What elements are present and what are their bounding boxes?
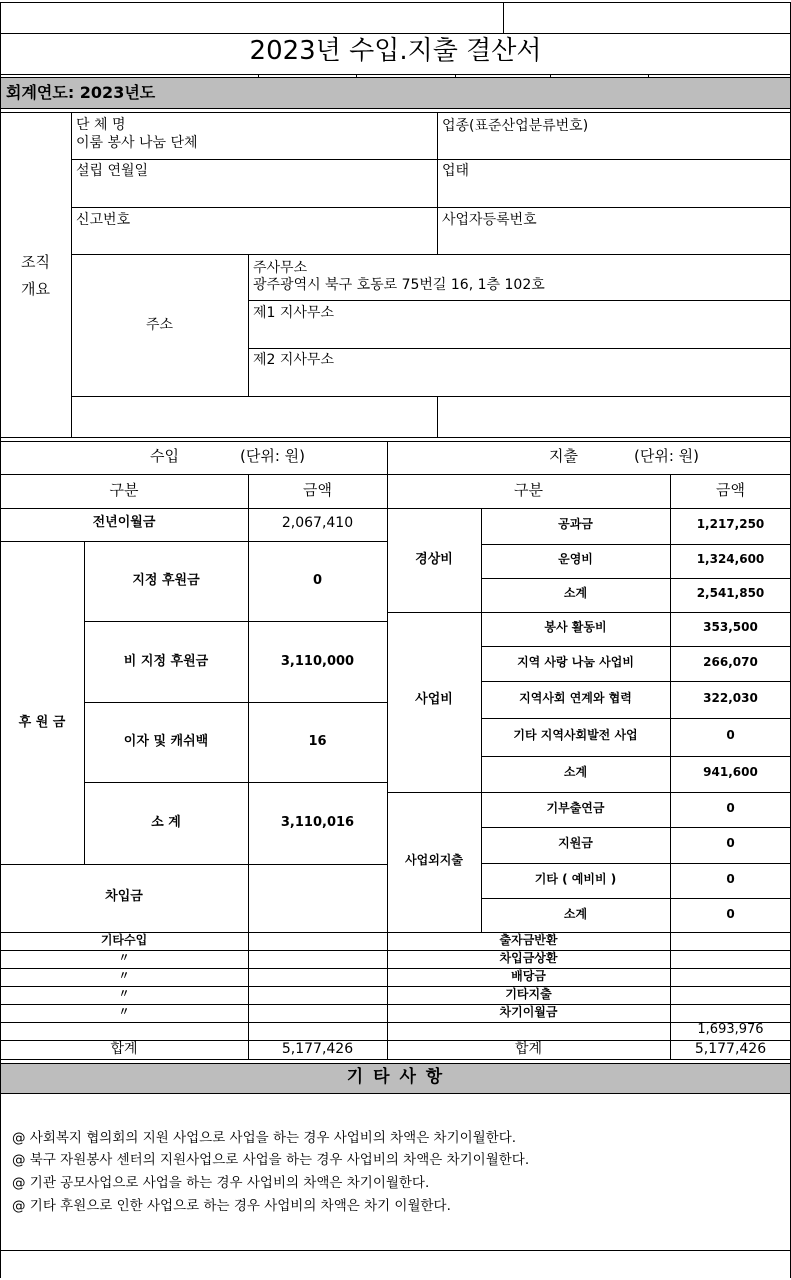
grant-value: 0: [726, 836, 735, 850]
expense-col-category: 구분: [514, 481, 543, 499]
operating-group-label: 경상비: [415, 552, 453, 567]
loan-repay-label: 차입금상환: [499, 951, 558, 965]
income-header: 수입: [150, 447, 179, 465]
other-expense-label: 기타지출: [505, 987, 552, 1001]
report-no-label: 신고번호: [76, 212, 131, 228]
capital-return-label: 출자금반환: [499, 933, 558, 947]
utilities-label: 공과금: [558, 517, 593, 531]
income-col-category: 구분: [109, 481, 139, 499]
page-title: 2023년 수입.지출 결산서: [249, 36, 542, 66]
hq-value: 광주광역시 북구 호동로 75번길 16, 1층 102호: [253, 277, 545, 293]
expense-unit: (단위: 원): [634, 447, 699, 465]
op-subtotal-value: 2,541,850: [696, 586, 765, 600]
interest-value: 16: [308, 734, 327, 749]
ditto-mark: 〃: [118, 951, 130, 964]
ditto-mark: 〃: [118, 969, 130, 982]
operation-value: 1,324,600: [696, 552, 765, 566]
np-subtotal-label: 소계: [563, 907, 588, 921]
note-line: @ 사회복지 협의회의 지원 사업으로 사업을 하는 경우 사업비의 차액은 차기이월한다.: [12, 1130, 517, 1146]
expense-total-label: 합계: [514, 1041, 543, 1057]
income-col-amount: 금액: [303, 481, 332, 499]
income-unit: (단위: 원): [240, 447, 305, 465]
proj-subtotal-label: 소계: [563, 765, 588, 779]
org-section-label-2: 개요: [21, 280, 50, 298]
note-line: @ 기타 후원으로 인한 사업으로 하는 경우 사업비의 차액은 차기 이월한다.: [12, 1198, 451, 1214]
note-line: @ 북구 자원봉사 센터의 지원사업으로 사업을 하는 경우 사업비의 차액은 차기이월한다.: [12, 1152, 530, 1168]
ditto-mark: 〃: [118, 1005, 130, 1018]
volunteer-label: 봉사 활동비: [544, 620, 607, 634]
undesignated-label: 비 지정 후원금: [123, 654, 209, 669]
sharing-label: 지역 사랑 나눔 사업비: [517, 655, 634, 669]
nonproject-group-label: 사업외지출: [405, 853, 463, 867]
note-line: @ 기관 공모사업으로 사업을 하는 경우 사업비의 차액은 차기이월한다.: [12, 1175, 430, 1191]
cooperation-label: 지역사회 연계와 협력: [519, 691, 632, 705]
branch2-label: 제2 지사무소: [253, 352, 334, 368]
donation-contrib-label: 기부출연금: [546, 801, 605, 815]
other-income-label: 기타수입: [100, 933, 148, 947]
sharing-value: 266,070: [703, 655, 758, 669]
donation-group-label: 후 원 금: [18, 715, 66, 730]
donation-contrib-value: 0: [726, 801, 735, 815]
volunteer-value: 353,500: [703, 620, 758, 634]
development-label: 기타 지역사회발전 사업: [513, 728, 638, 742]
expense-col-amount: 금액: [716, 481, 745, 499]
fiscal-year: 회계연도: 2023년도: [6, 83, 156, 102]
expense-header: 지출: [549, 447, 578, 465]
cooperation-value: 322,030: [703, 691, 758, 705]
notes-header: 기 타 사 항: [346, 1067, 445, 1087]
income-carryover-value: 2,067,410: [281, 515, 354, 531]
project-group-label: 사업비: [415, 692, 453, 707]
carry-next-label: 차기이월금: [499, 1005, 558, 1019]
grant-label: 지원금: [558, 836, 593, 850]
org-section-label-1: 조직: [21, 253, 50, 271]
founded-label: 설립 연월일: [76, 163, 149, 179]
income-carryover-label: 전년이월금: [92, 515, 156, 530]
donation-subtotal-value: 3,110,016: [280, 815, 355, 830]
ditto-mark: 〃: [118, 987, 130, 1000]
np-subtotal-value: 0: [726, 907, 735, 921]
reserve-value: 0: [726, 872, 735, 886]
undesignated-value: 3,110,000: [280, 654, 355, 669]
proj-subtotal-value: 941,600: [703, 765, 758, 779]
loan-label: 차입금: [105, 889, 143, 904]
op-subtotal-label: 소계: [563, 586, 588, 600]
reserve-label: 기타 ( 예비비 ): [534, 872, 617, 886]
biz-reg-label: 사업자등록번호: [442, 212, 537, 228]
interest-label: 이자 및 캐쉬백: [123, 734, 209, 749]
dividend-label: 배당금: [511, 969, 546, 983]
hq-label: 주사무소: [253, 260, 308, 276]
address-label: 주소: [145, 317, 174, 333]
income-total-value: 5,177,426: [281, 1041, 354, 1057]
industry-label: 업종(표준산업분류번호): [442, 118, 589, 134]
business-type-label: 업태: [442, 163, 470, 179]
income-total-label: 합계: [110, 1041, 138, 1057]
designated-value: 0: [312, 573, 323, 588]
branch1-label: 제1 지사무소: [253, 305, 334, 321]
designated-label: 지정 후원금: [132, 573, 200, 588]
carry-next-value: 1,693,976: [697, 1022, 764, 1037]
operation-label: 운영비: [558, 552, 593, 566]
expense-total-value: 5,177,426: [694, 1041, 767, 1057]
donation-subtotal-label: 소 계: [151, 815, 181, 830]
utilities-value: 1,217,250: [696, 517, 765, 531]
org-name-value: 이룸 봉사 나눔 단체: [76, 135, 198, 151]
development-value: 0: [726, 728, 735, 742]
org-name-label: 단 체 명: [76, 117, 126, 133]
